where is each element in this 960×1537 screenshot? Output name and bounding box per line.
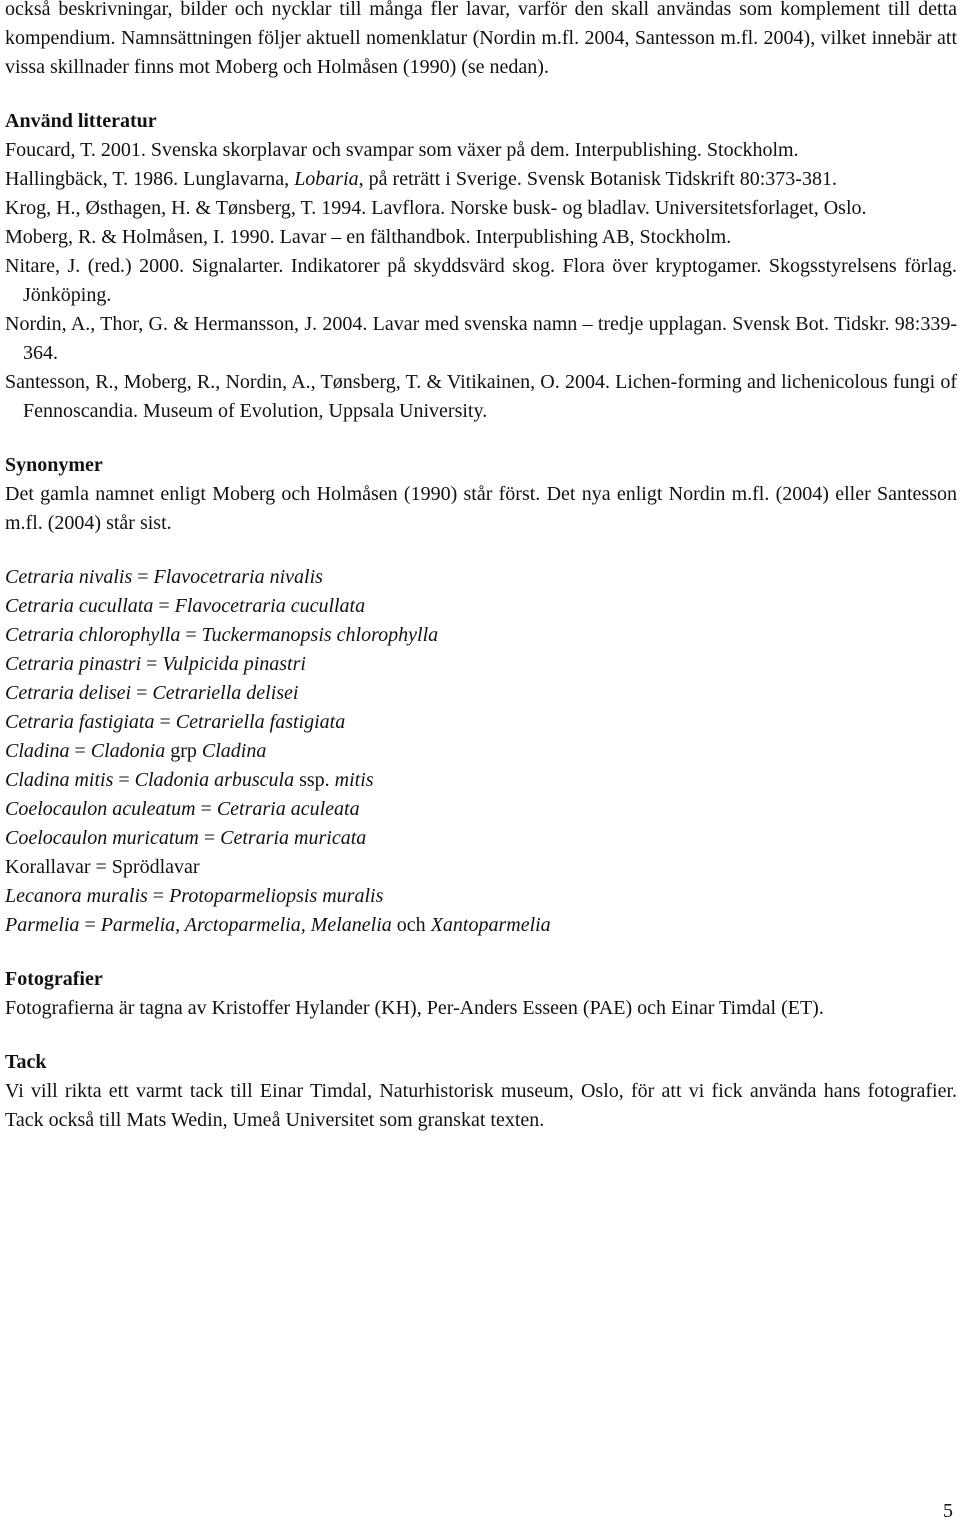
synonym-item (5, 592, 957, 621)
synonym-part: Cetrariella delisei (152, 682, 299, 704)
synonym-part: = (180, 624, 202, 646)
synonym-item (5, 824, 957, 853)
synonym-item (5, 737, 957, 766)
section-fotografier (5, 965, 957, 1023)
synonym-part: Cetraria aculeata (216, 798, 360, 820)
reference-item: Krog, H., Østhagen, H. & Tønsberg, T. 1994. Lavflora. Norske busk- og bladlav. Universitetsforlaget, Oslo. (5, 197, 867, 219)
synonym-part: Korallavar = Sprödlavar (5, 856, 200, 878)
synonym-part: = (132, 566, 154, 588)
synonym-part: Parmelia (5, 914, 80, 936)
synonym-item (5, 853, 957, 882)
section-heading: Använd litteratur (5, 110, 157, 132)
reference-item: Nitare, J. (red.) 2000. Signalarter. Indikatorer på skyddsvärd skog. Flora över kryptogamer. Skogsstyrelsens förlag. Jönköping. (5, 255, 957, 306)
synonym-part: = (198, 827, 221, 849)
synonym-part: Flavocetraria nivalis (153, 566, 323, 588)
synonym-part: Cetraria cucullata (5, 595, 154, 617)
synonym-part: Cetrariella fastigiata (175, 711, 346, 733)
synonym-part: = (113, 769, 135, 791)
synonym-part: = (79, 914, 101, 936)
section-heading: Tack (5, 1051, 47, 1073)
synonym-part: = (69, 740, 91, 762)
synonym-part: Cladonia arbuscula (134, 769, 295, 791)
document-page (5, 0, 957, 1135)
synonym-item (5, 563, 957, 592)
reference-item: Hallingbäck, T. 1986. Lunglavarna, Lobaria, på reträtt i Sverige. Svensk Botanisk Tidskrift 80:373-381. (5, 168, 837, 190)
synonym-item (5, 911, 957, 940)
synonym-part: Cetraria nivalis (5, 566, 133, 588)
page-number: 5 (943, 1500, 953, 1522)
synonym-part: Coelocaulon muricatum (5, 827, 199, 849)
synonym-part: = (147, 885, 170, 907)
synonym-part: = (131, 682, 153, 704)
synonym-part: ssp. (294, 769, 335, 791)
photo-credits: Fotografierna är tagna av Kristoffer Hylander (KH), Per-Anders Esseen (PAE) och Einar Timdal (ET). (5, 997, 824, 1019)
synonym-item (5, 766, 957, 795)
section-synonymer (5, 451, 957, 940)
synonym-part: Cetraria fastigiata (5, 711, 155, 733)
synonym-part: Cetraria delisei (5, 682, 132, 704)
synonym-item (5, 882, 957, 911)
reference-item: Moberg, R. & Holmåsen, I. 1990. Lavar – en fälthandbok. Interpublishing AB, Stockholm. (5, 226, 732, 248)
reference-list (5, 136, 957, 426)
synonym-part: Cladonia (90, 740, 166, 762)
synonym-part: = (141, 653, 163, 675)
synonym-part: Parmelia, Arctoparmelia, Melanelia (100, 914, 392, 936)
section-litteratur (5, 107, 957, 426)
reference-item: Foucard, T. 2001. Svenska skorplavar och svampar som växer på dem. Interpublishing. Stockholm. (5, 139, 799, 161)
synonym-part: = (195, 798, 217, 820)
synonym-part: Cladina mitis (5, 769, 114, 791)
synonym-list (5, 563, 957, 940)
synonym-part: Flavocetraria cucullata (174, 595, 366, 617)
synonym-part: Xantoparmelia (430, 914, 551, 936)
synonym-item (5, 679, 957, 708)
synonym-part: = (153, 595, 175, 617)
synonym-part: Protoparmeliopsis muralis (169, 885, 384, 907)
synonym-part: Cetraria chlorophylla (5, 624, 181, 646)
acknowledgements: Vi vill rikta ett varmt tack till Einar Timdal, Naturhistorisk museum, Oslo, för att vi fick använda hans fotografier. Tack också till Mats Wedin, Umeå Universitet som granskat texten. (5, 1080, 957, 1131)
synonym-part: = (154, 711, 176, 733)
synonym-part: mitis (334, 769, 374, 791)
synonym-part: Cetraria pinastri (5, 653, 142, 675)
synonym-item (5, 621, 957, 650)
synonym-item (5, 795, 957, 824)
section-heading: Synonymer (5, 454, 103, 476)
section-heading: Fotografier (5, 968, 103, 990)
synonym-part: Vulpicida pinastri (162, 653, 306, 675)
synonym-part: Cetraria muricata (220, 827, 367, 849)
synonym-part: Lecanora muralis (5, 885, 148, 907)
synonym-part: och (391, 914, 431, 936)
synonym-part: Coelocaulon aculeatum (5, 798, 196, 820)
synonym-item (5, 650, 957, 679)
synonym-part: Cladina (201, 740, 267, 762)
synonym-part: Tuckermanopsis chlorophylla (201, 624, 439, 646)
reference-item: Nordin, A., Thor, G. & Hermansson, J. 2004. Lavar med svenska namn – tredje upplagan. Svensk Bot. Tidskr. 98:339-364. (5, 313, 957, 364)
synonym-intro: Det gamla namnet enligt Moberg och Holmåsen (1990) står först. Det nya enligt Nordin m.fl. (2004) eller Santesson m.fl. (2004) står sist. (5, 483, 957, 534)
reference-item: Santesson, R., Moberg, R., Nordin, A., Tønsberg, T. & Vitikainen, O. 2004. Lichen-forming and lichenicolous fungi of Fennoscandia. Museum of Evolution, Uppsala University. (5, 371, 957, 422)
synonym-part: Cladina (5, 740, 70, 762)
section-tack (5, 1048, 957, 1135)
intro-paragraph: också beskrivningar, bilder och nycklar till många fler lavar, varför den skall användas som komplement till detta kompendium. Namnsättningen följer aktuell nomenklatur (Nordin m.fl. 2004, Santesson m.fl. 2004), vilket innebär att vissa skillnader finns mot Moberg och Holmåsen (1990) (se nedan). (5, 0, 957, 78)
synonym-part: grp (165, 740, 202, 762)
synonym-item (5, 708, 957, 737)
